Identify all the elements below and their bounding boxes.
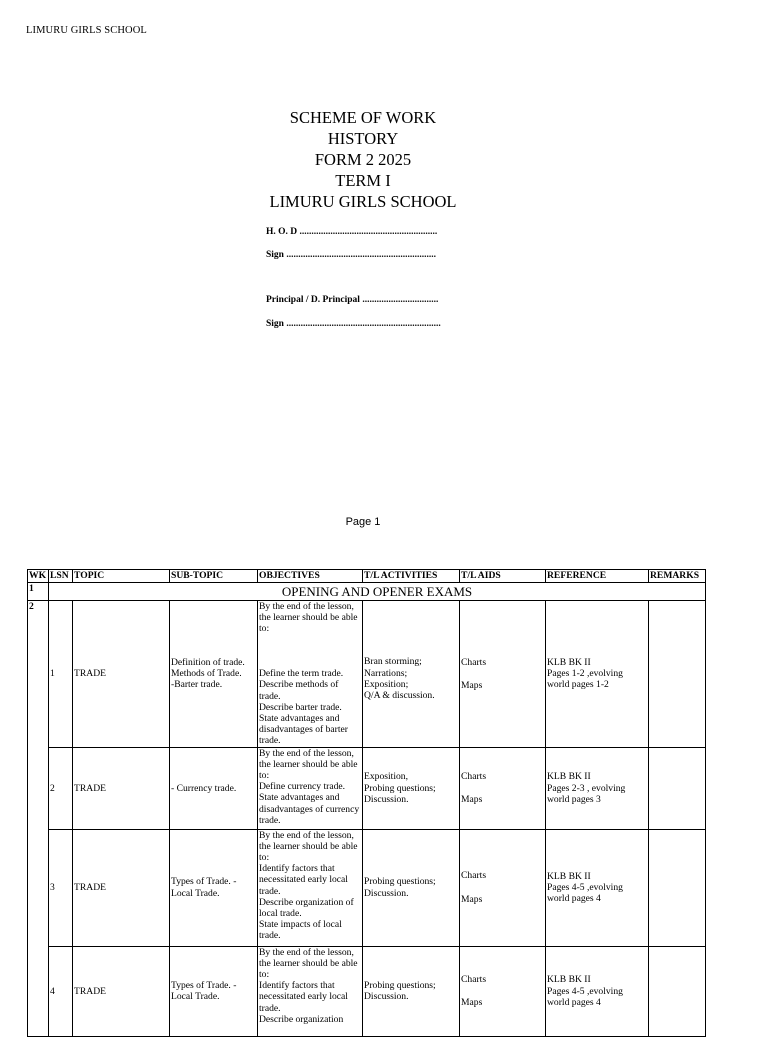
- aids-cell: [460, 601, 546, 748]
- column-header-topic: TOPIC: [73, 570, 170, 583]
- lesson-number: 1: [49, 601, 73, 748]
- objectives-cell: By the end of the lesson, the learner should be able to: Identify factors that necessitated early local trade. Describe organization of local trade. State impacts of local trade.: [258, 829, 363, 946]
- subtopic-cell: Definition of trade. Methods of Trade. -Barter trade.: [170, 601, 258, 748]
- table-row-week-1: [28, 583, 706, 601]
- activities-cell: Exposition, Probing questions; Discussion.: [363, 747, 460, 829]
- activities-cell: Probing questions; Discussion.: [363, 946, 460, 1036]
- scheme-of-work-table: [27, 569, 706, 1037]
- activities-cell: Bran storming; Narrations; Exposition; Q/A & discussion.: [363, 601, 460, 748]
- aid-item: Charts: [461, 973, 487, 985]
- aids-cell: [460, 829, 546, 946]
- aid-item: Maps: [461, 679, 483, 691]
- activities-cell: Probing questions; Discussion.: [363, 829, 460, 946]
- remarks-cell: [649, 747, 706, 829]
- column-header-wk: WK: [28, 570, 49, 583]
- title-line-school: LIMURU GIRLS SCHOOL: [269, 192, 457, 211]
- table-row-lesson-4: [28, 946, 706, 1036]
- title-line-subject: HISTORY: [327, 129, 399, 148]
- remarks-cell: [649, 601, 706, 748]
- title-line-term: TERM I: [335, 171, 391, 190]
- aids-cell: [460, 946, 546, 1036]
- aid-item: Charts: [461, 770, 487, 782]
- title-line-form: FORM 2 2025: [314, 150, 412, 169]
- aids-cell: [460, 747, 546, 829]
- opening-exams-cell: OPENING AND OPENER EXAMS: [49, 583, 706, 601]
- remarks-cell: [649, 946, 706, 1036]
- topic-cell: TRADE: [73, 601, 170, 748]
- reference-cell: KLB BK II Pages 4-5 ,evolving world pages 4: [546, 829, 649, 946]
- table-header-row: [28, 570, 706, 583]
- topic-cell: TRADE: [73, 946, 170, 1036]
- week-number: 1: [28, 583, 49, 601]
- page-number: Page 1: [345, 516, 381, 528]
- hod-sign-line: Sign ...............................................................: [266, 250, 436, 260]
- column-header-reference: REFERENCE: [546, 570, 649, 583]
- topic-cell: TRADE: [73, 829, 170, 946]
- lesson-number: 3: [49, 829, 73, 946]
- subtopic-cell: Types of Trade. -Local Trade.: [170, 829, 258, 946]
- aid-item: Charts: [461, 870, 487, 882]
- week-number: 2: [28, 601, 49, 1037]
- column-header-subtopic: SUB-TOPIC: [170, 570, 258, 583]
- principal-sign-line: Sign .................................................................: [266, 319, 441, 329]
- column-header-lsn: LSN: [49, 570, 73, 583]
- subtopic-cell: Types of Trade. -Local Trade.: [170, 946, 258, 1036]
- remarks-cell: [649, 829, 706, 946]
- topic-cell: TRADE: [73, 747, 170, 829]
- aid-item: Maps: [461, 893, 483, 905]
- column-header-objectives: OBJECTIVES: [258, 570, 363, 583]
- lesson-number: 2: [49, 747, 73, 829]
- table-row-lesson-1: [28, 601, 706, 748]
- column-header-aids: T/L AIDS: [460, 570, 546, 583]
- aid-item: Maps: [461, 794, 483, 806]
- column-header-remarks: REMARKS: [649, 570, 706, 583]
- reference-cell: KLB BK II Pages 2-3 , evolving world pages 3: [546, 747, 649, 829]
- principal-signature-line: Principal / D. Principal ................................: [266, 295, 439, 305]
- lesson-number: 4: [49, 946, 73, 1036]
- table-row-lesson-2: [28, 747, 706, 829]
- reference-cell: KLB BK II Pages 1-2 ,evolving world pages 1-2: [546, 601, 649, 748]
- objectives-cell: By the end of the lesson, the learner should be able to: Identify factors that necessitated early local trade. Describe organization: [258, 946, 363, 1036]
- document-header-school: LIMURU GIRLS SCHOOL: [26, 25, 147, 36]
- reference-cell: KLB BK II Pages 4-5 ,evolving world pages 4: [546, 946, 649, 1036]
- hod-signature-line: H. O. D ..........................................................: [266, 227, 438, 237]
- objectives-cell: By the end of the lesson, the learner should be able to: Define currency trade. State advantages and disadvantages of currency trade.: [258, 747, 363, 829]
- table-row-lesson-3: [28, 829, 706, 946]
- aid-item: Maps: [461, 997, 483, 1009]
- document-title-block: [0, 107, 726, 212]
- column-header-activities: T/L ACTIVITIES: [363, 570, 460, 583]
- objectives-cell: By the end of the lesson, the learner should be able to: Define the term trade. Describe methods of trade. Describe barter trade. State advantages and disadvantages of barter trade.: [258, 601, 363, 748]
- aid-item: Charts: [461, 656, 487, 668]
- title-line-scheme: SCHEME OF WORK: [289, 108, 437, 127]
- subtopic-cell: - Currency trade.: [170, 747, 258, 829]
